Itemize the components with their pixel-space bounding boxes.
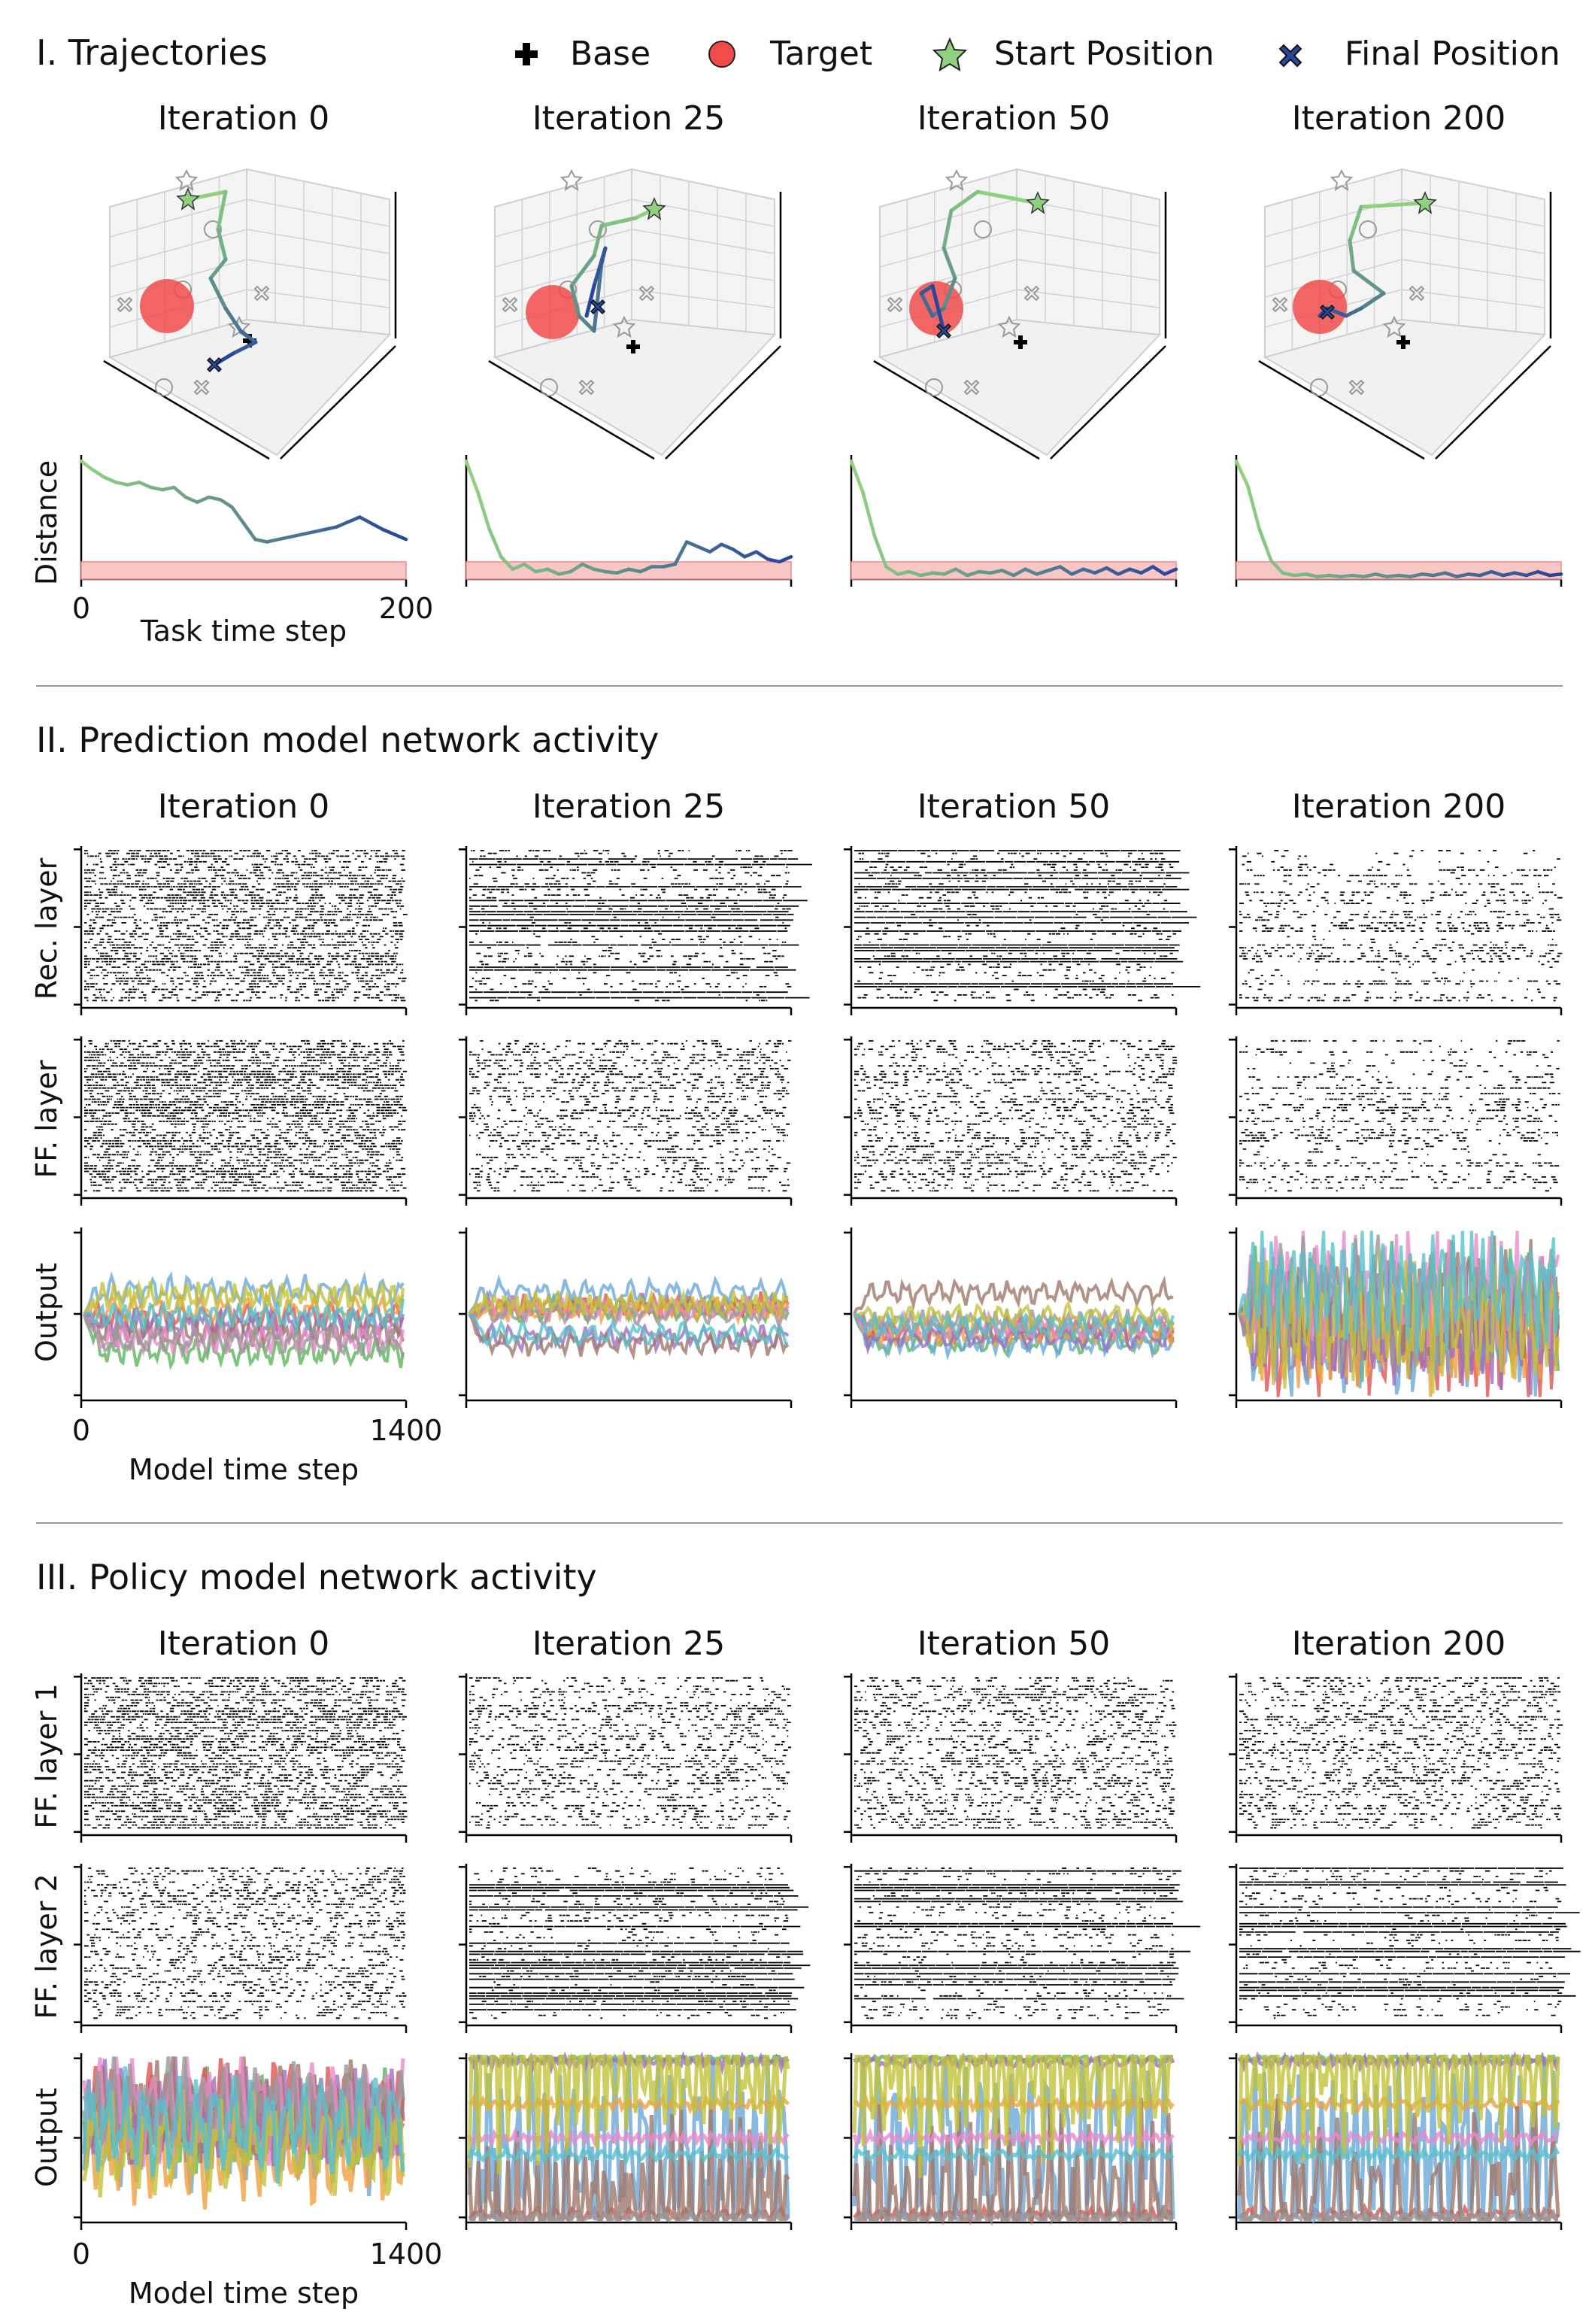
- legend-label-base: Base: [570, 35, 651, 73]
- ylabel-output-pred: Output: [30, 1263, 63, 1362]
- pol-ff1-raster-1: [459, 1673, 791, 1843]
- pred-ff-raster-0: [74, 1036, 407, 1206]
- spike-raster: [1239, 851, 1563, 1000]
- distance-line-segment: [139, 482, 150, 487]
- panel-title-pol-2: Iteration 50: [917, 1625, 1111, 1663]
- panel-title-traj-1: Iteration 25: [532, 99, 726, 138]
- distance-line-segment: [383, 529, 394, 535]
- panel-title-traj-2: Iteration 50: [917, 99, 1111, 138]
- distance-line-segment: [1550, 574, 1561, 575]
- distance-line-segment: [151, 487, 162, 490]
- distance-line-segment: [371, 523, 383, 529]
- panel-title-pred-2: Iteration 50: [917, 787, 1111, 826]
- distance-line-segment: [1469, 574, 1480, 575]
- distance-line-segment: [290, 535, 302, 537]
- spike-raster: [854, 1041, 1177, 1191]
- distance-line-segment: [1399, 575, 1410, 577]
- distance-line-segment: [186, 497, 197, 502]
- distance-line-segment: [490, 529, 501, 557]
- distance-line-segment: [116, 482, 127, 484]
- section-title-trajectories: I. Trajectories: [36, 32, 268, 73]
- xtick-model-0-pol: 0: [71, 2238, 91, 2271]
- distance-line-segment: [699, 547, 710, 552]
- pol-output-0: [74, 2053, 406, 2230]
- distance-line-segment: [232, 507, 244, 523]
- pred-rec-raster-1: [459, 846, 812, 1015]
- distance-line-segment: [478, 493, 489, 530]
- pol-output-3: [1229, 2053, 1561, 2230]
- ylabel-rec-layer: Rec. layer: [30, 857, 63, 1000]
- spike-raster: [84, 1868, 407, 2018]
- distance-line-segment: [81, 461, 92, 470]
- ylabel-ff-layer1: FF. layer 1: [30, 1683, 63, 1829]
- ylabel-distance: Distance: [30, 460, 63, 586]
- xtick-model-1400: 1400: [369, 1414, 443, 1447]
- panel-title-traj-0: Iteration 0: [157, 99, 330, 138]
- target-sphere: [1293, 280, 1347, 334]
- pol-ff1-raster-0: [74, 1673, 408, 1843]
- distance-line-segment: [605, 572, 617, 573]
- section-title-prediction: II. Prediction model network activity: [36, 720, 660, 760]
- panel-title-pol-0: Iteration 0: [157, 1625, 330, 1663]
- xlabel-model-time-pred: Model time step: [128, 1453, 359, 1486]
- xtick-task-0: 0: [71, 592, 91, 625]
- target-sphere: [140, 279, 194, 333]
- panel-title-pred-1: Iteration 25: [532, 787, 726, 826]
- distance-line-segment: [744, 552, 756, 557]
- spike-raster: [854, 1678, 1177, 1828]
- distance-line-segment: [267, 539, 278, 542]
- section-title-policy: III. Policy model network activity: [36, 1557, 597, 1597]
- distance-line-segment: [197, 497, 208, 502]
- spike-raster: [854, 1868, 1200, 2018]
- distance-line-segment: [1387, 575, 1399, 577]
- xlabel-task-time: Task time step: [140, 614, 347, 648]
- panel-title-pred-0: Iteration 0: [157, 787, 330, 826]
- distance-line-segment: [979, 572, 990, 573]
- distance-plot-0: [81, 455, 406, 587]
- spike-raster: [1239, 1041, 1560, 1191]
- distance-line-segment: [255, 539, 266, 542]
- distance-line-segment: [932, 573, 944, 575]
- pred-output-1: [459, 1227, 791, 1408]
- threshold-band: [81, 562, 406, 579]
- spike-raster: [1239, 1678, 1563, 1828]
- spike-raster: [469, 1041, 791, 1191]
- pol-ff2-raster-1: [459, 1864, 810, 2033]
- pol-ff1-raster-3: [1229, 1673, 1563, 1843]
- xtick-task-200: 200: [378, 592, 434, 625]
- distance-line-segment: [1422, 574, 1433, 575]
- distance-line-segment: [209, 497, 220, 499]
- distance-line-segment: [1352, 575, 1363, 577]
- spike-raster: [84, 851, 408, 1000]
- distance-line-segment: [174, 487, 185, 497]
- distance-plot-1: [466, 455, 791, 587]
- distance-line-segment: [1294, 574, 1305, 575]
- distance-line-segment: [851, 461, 863, 492]
- pred-rec-raster-2: [844, 846, 1200, 1015]
- distance-line-segment: [733, 549, 744, 557]
- distance-line-segment: [395, 535, 406, 540]
- panel-title-pred-3: Iteration 200: [1291, 787, 1506, 826]
- panel-title-pol-3: Iteration 200: [1291, 1625, 1506, 1663]
- xtick-model-1400-pol: 1400: [369, 2238, 443, 2271]
- trajectory-3d-plot-0: [104, 169, 396, 459]
- ylabel-output-pol: Output: [30, 2088, 63, 2187]
- trajectory-3d-plot-1: [489, 169, 781, 459]
- distance-line-segment: [721, 545, 732, 550]
- distance-line-segment: [675, 542, 687, 565]
- distance-plot-3: [1236, 455, 1561, 587]
- star-icon: [934, 39, 966, 70]
- distance-line-segment: [1260, 529, 1271, 560]
- distance-line-segment: [687, 542, 698, 548]
- pred-output-3: [1229, 1227, 1561, 1408]
- output-trace: [854, 1281, 1173, 1314]
- distance-line-segment: [1341, 575, 1352, 577]
- pred-ff-raster-3: [1229, 1036, 1561, 1206]
- legend: [515, 35, 1560, 73]
- distance-line-segment: [1236, 461, 1248, 486]
- pred-rec-raster-3: [1229, 846, 1563, 1015]
- pol-output-2: [844, 2053, 1176, 2230]
- distance-line-segment: [302, 532, 313, 534]
- distance-line-segment: [325, 527, 336, 529]
- distance-line-segment: [359, 517, 371, 523]
- x-mark-icon: [1280, 45, 1301, 66]
- panel-title-pol-1: Iteration 25: [532, 1625, 726, 1663]
- distance-line-segment: [336, 522, 347, 527]
- distance-line-segment: [466, 461, 478, 492]
- distance-line-segment: [314, 529, 325, 532]
- spike-raster: [1239, 1868, 1581, 2018]
- spike-raster: [469, 851, 812, 1000]
- ylabel-ff-layer2: FF. layer 2: [30, 1873, 63, 2019]
- distance-line-segment: [162, 487, 174, 490]
- distance-line-segment: [863, 493, 874, 536]
- spike-raster: [854, 851, 1200, 1000]
- pred-rec-raster-0: [74, 846, 408, 1015]
- distance-line-segment: [105, 478, 116, 483]
- spike-raster: [84, 1678, 408, 1828]
- spike-raster: [469, 1678, 791, 1828]
- distance-line-segment: [220, 499, 232, 507]
- spike-raster: [84, 1041, 407, 1191]
- xtick-model-0: 0: [71, 1414, 91, 1447]
- pred-ff-raster-2: [844, 1036, 1177, 1206]
- pol-ff2-raster-3: [1229, 1864, 1581, 2033]
- distance-line-segment: [244, 523, 255, 539]
- pol-ff1-raster-2: [844, 1673, 1177, 1843]
- target-circle-icon: [709, 41, 735, 67]
- spike-raster: [469, 1868, 810, 2018]
- distance-line-segment: [128, 482, 139, 484]
- pred-output-2: [844, 1227, 1176, 1408]
- distance-line-segment: [278, 537, 290, 539]
- distance-line-segment: [780, 557, 791, 562]
- distance-line-segment: [710, 545, 721, 552]
- distance-line-segment: [348, 517, 359, 523]
- distance-line-segment: [1318, 575, 1329, 577]
- distance-line-segment: [1329, 575, 1340, 577]
- pol-ff2-raster-0: [74, 1864, 407, 2033]
- legend-label-target: Target: [770, 35, 873, 73]
- plus-icon: [515, 43, 538, 65]
- pred-output-0: [74, 1227, 406, 1408]
- ylabel-ff-layer: FF. layer: [30, 1060, 63, 1179]
- distance-line-segment: [757, 552, 768, 560]
- legend-label-start: Start Position: [994, 35, 1214, 73]
- distance-line-segment: [1248, 486, 1259, 529]
- pol-output-1: [459, 2053, 791, 2230]
- xlabel-model-time-pol: Model time step: [128, 2277, 359, 2310]
- pol-ff2-raster-2: [844, 1864, 1200, 2033]
- trajectory-3d-plot-3: [1259, 169, 1551, 459]
- legend-label-final: Final Position: [1345, 35, 1560, 73]
- distance-plot-2: [851, 455, 1176, 587]
- pred-ff-raster-1: [459, 1036, 791, 1206]
- panel-title-traj-3: Iteration 200: [1291, 99, 1506, 138]
- trajectory-3d-plot-2: [874, 169, 1166, 459]
- distance-line-segment: [92, 470, 104, 478]
